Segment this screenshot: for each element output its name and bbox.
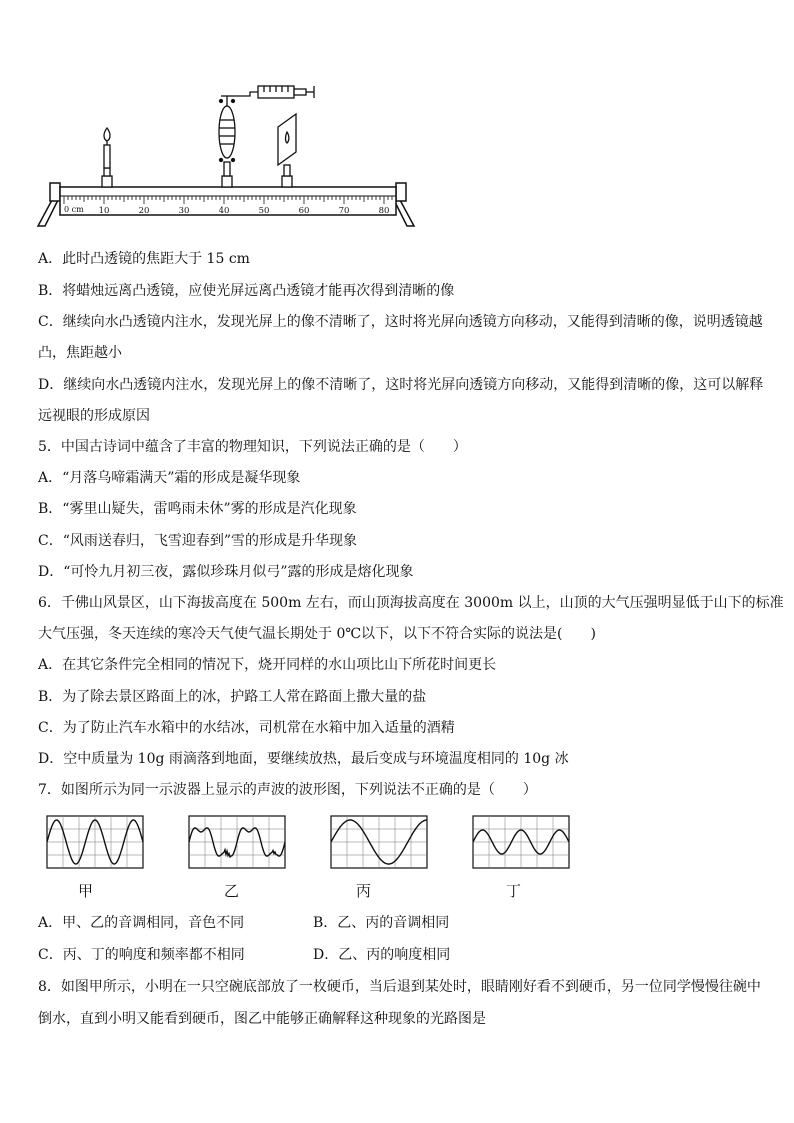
q6-option-a: A．在其它条件完全相同的情况下，烧开同样的水山项比山下所花时间更长 (38, 657, 497, 673)
bench-left-end (50, 183, 60, 201)
wave-label-jia: 甲 (78, 882, 94, 900)
syringe (258, 86, 314, 98)
q6-option-c: C．为了防止汽车水箱中的水结冰，司机常在水箱中加入适量的酒精 (38, 720, 455, 736)
q4-option-a: A．此时凸透镜的焦距大于 15 cm (38, 251, 250, 267)
oscilloscope-waveforms (0, 812, 794, 882)
optical-bench-figure (0, 0, 794, 240)
ruler-tick-label: 30 (178, 206, 190, 216)
q5-option-d: D．“可怜九月初三夜，露似珍珠月似弓”露的形成是熔化现象 (38, 564, 414, 580)
ruler-tick-label: 80 (378, 206, 390, 216)
q7-option-d: D．乙、丙的响度相同 (313, 947, 451, 963)
q7-option-c: C．丙、丁的响度和频率都不相同 (38, 947, 245, 963)
wave-label-bing: 丙 (356, 882, 372, 900)
ruler-tick-label: 60 (298, 206, 310, 216)
wave-label-yi: 乙 (224, 882, 240, 900)
bench-origin-label: 0 cm (64, 205, 84, 214)
waveform-ding (473, 816, 569, 868)
q5-option-a: A．“月落乌啼霜满天”霜的形成是凝华现象 (38, 470, 301, 486)
ruler-tick-label: 70 (338, 206, 350, 216)
q6-option-b: B．为了除去景区路面上的冰，护路工人常在路面上撒大量的盐 (38, 689, 427, 705)
q8-stem-line1: 8．如图甲所示，小明在一只空碗底部放了一枚硬币，当后退到某处时，眼睛刚好看不到硬币，另一位同学慢慢往碗中 (38, 979, 761, 995)
ruler-tick-label: 10 (98, 206, 110, 216)
q6-option-d: D．空中质量为 10g 雨滴落到地面，要继续放热，最后变成与环境温度相同的 10g 冰 (38, 751, 569, 767)
ruler-tick-label: 50 (258, 206, 270, 216)
ruler-tick-label: 40 (218, 206, 230, 216)
waveform-yi (189, 816, 285, 868)
q4-option-d-cont: 远视眼的形成原因 (38, 408, 150, 424)
q7-stem: 7．如图所示为同一示波器上显示的声波的波形图，下列说法不正确的是（ ） (38, 782, 537, 798)
light-screen (278, 114, 296, 187)
q4-option-b: B．将蜡烛远离凸透镜，应使光屏远离凸透镜才能再次得到清晰的像 (38, 283, 455, 299)
waveform-jia (47, 816, 143, 868)
q4-option-c: C．继续向水凸透镜内注水，发现光屏上的像不清晰了，这时将光屏向透镜方向移动，又能得到清晰的像，说明透镜越 (38, 314, 763, 330)
q7-option-a: A．甲、乙的音调相同，音色不同 (38, 915, 245, 931)
q6-stem-line2: 大气压强，冬天连续的寒冷天气使气温长期处于 0℃以下，以下不符合实际的说法是( ) (38, 626, 596, 642)
q4-option-d: D．继续向水凸透镜内注水，发现光屏上的像不清晰了，这时将光屏向透镜方向移动，又能得到清晰的像，这可以解释 (38, 377, 764, 393)
waveform-bing (331, 816, 427, 868)
q7-option-b: B．乙、丙的音调相同 (313, 915, 450, 931)
q6-stem-line1: 6．千佛山风景区，山下海拔高度在 500m 左右，而山顶海拔高度在 3000m 以上，山顶的大气压强明显低于山下的标准 (38, 595, 784, 611)
bench-right-leg (394, 200, 414, 226)
candle (102, 128, 112, 187)
q4-option-c-cont: 凸，焦距越小 (38, 345, 122, 361)
q5-option-b: B．“雾里山疑失，雷鸣雨未休”雾的形成是汽化现象 (38, 501, 357, 517)
wave-label-ding: 丁 (506, 882, 522, 900)
water-lens (219, 92, 258, 187)
bench-left-leg (38, 200, 58, 226)
q5-stem: 5．中国古诗词中蕴含了丰富的物理知识，下列说法正确的是（ ） (38, 439, 467, 455)
ruler-tick-label: 20 (138, 206, 150, 216)
q5-option-c: C．“风雨送春归，飞雪迎春到”雪的形成是升华现象 (38, 533, 358, 549)
q8-stem-line2: 倒水，直到小明又能看到硬币，图乙中能够正确解释这种现象的光路图是 (38, 1011, 486, 1027)
bench-right-end (396, 183, 406, 201)
